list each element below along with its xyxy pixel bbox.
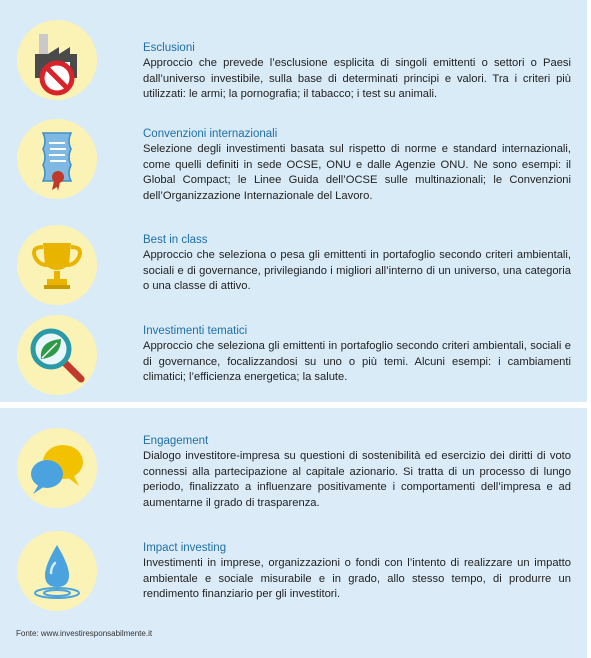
item-investimenti-tematici [143, 324, 571, 386]
item-convenzioni-internazionali [143, 127, 571, 204]
item-description: Dialogo investitore-impresa su questioni di sostenibilità ed esercizio dei diritti di voto connessi alla partecipazione al capitale azionario. Si tratta di un processo di lungo periodo, finalizzato a influenzare positivamente i comportamenti dell’impresa e ad aumentarne il grado di trasparenza. [143, 450, 571, 509]
item-impact-investing [143, 541, 571, 603]
scroll-certificate-icon [17, 119, 97, 199]
item-title: Convenzioni internazionali [143, 128, 278, 140]
item-title: Esclusioni [143, 42, 195, 54]
item-esclusioni [143, 41, 571, 103]
item-title: Impact investing [143, 542, 227, 554]
speech-bubbles-icon [17, 428, 97, 508]
magnifier-leaf-icon [17, 315, 97, 395]
item-title: Investimenti tematici [143, 325, 248, 337]
no-factory-icon [17, 20, 97, 100]
source-footer: Fonte: www.investiresponsabilmente.it [16, 629, 153, 638]
trophy-icon [17, 225, 97, 305]
water-drop-icon [17, 531, 97, 611]
item-description: Investimenti in imprese, organizzazioni o fondi con l’intento di realizzare un impatto ambientale e sociale misurabile e in grado, allo stesso tempo, di produrre un rendimento finanziario per gli investitori. [143, 557, 571, 601]
item-description: Approccio che prevede l’esclusione esplicita di singoli emittenti o settori o Paesi dall’universo investibile, sulla base di determinati principi e valori. Tra i criteri più utilizzati: le armi; la pornografia; il tabacco; i test su animali. [143, 57, 571, 101]
item-description: Selezione degli investimenti basata sul rispetto di norme e standard internazionali, come quelli definiti in sede OCSE, ONU e dalle Agenzie ONU. Ne sono esempi: il Global Compact; le Linee Guida dell’OCSE sulle multinazionali; le Convenzioni dell’Organizzazione Internazionale del Lavoro. [143, 143, 571, 202]
item-title: Engagement [143, 435, 209, 447]
item-description: Approccio che seleziona o pesa gli emittenti in portafoglio secondo criteri ambientali, sociali e di governance, privilegiando i migliori all’interno di un universo, una categoria o una classe di attivo. [143, 249, 571, 293]
item-title: Best in class [143, 234, 208, 246]
right-edge [587, 0, 591, 658]
item-description: Approccio che seleziona gli emittenti in portafoglio secondo criteri ambientali, sociali e di governance, focalizzandosi su uno o più temi. Alcuni esempi: i cambiamenti climatici; l’efficienza energetica; la salute. [143, 340, 571, 384]
item-best-in-class [143, 233, 571, 295]
item-engagement [143, 434, 571, 511]
